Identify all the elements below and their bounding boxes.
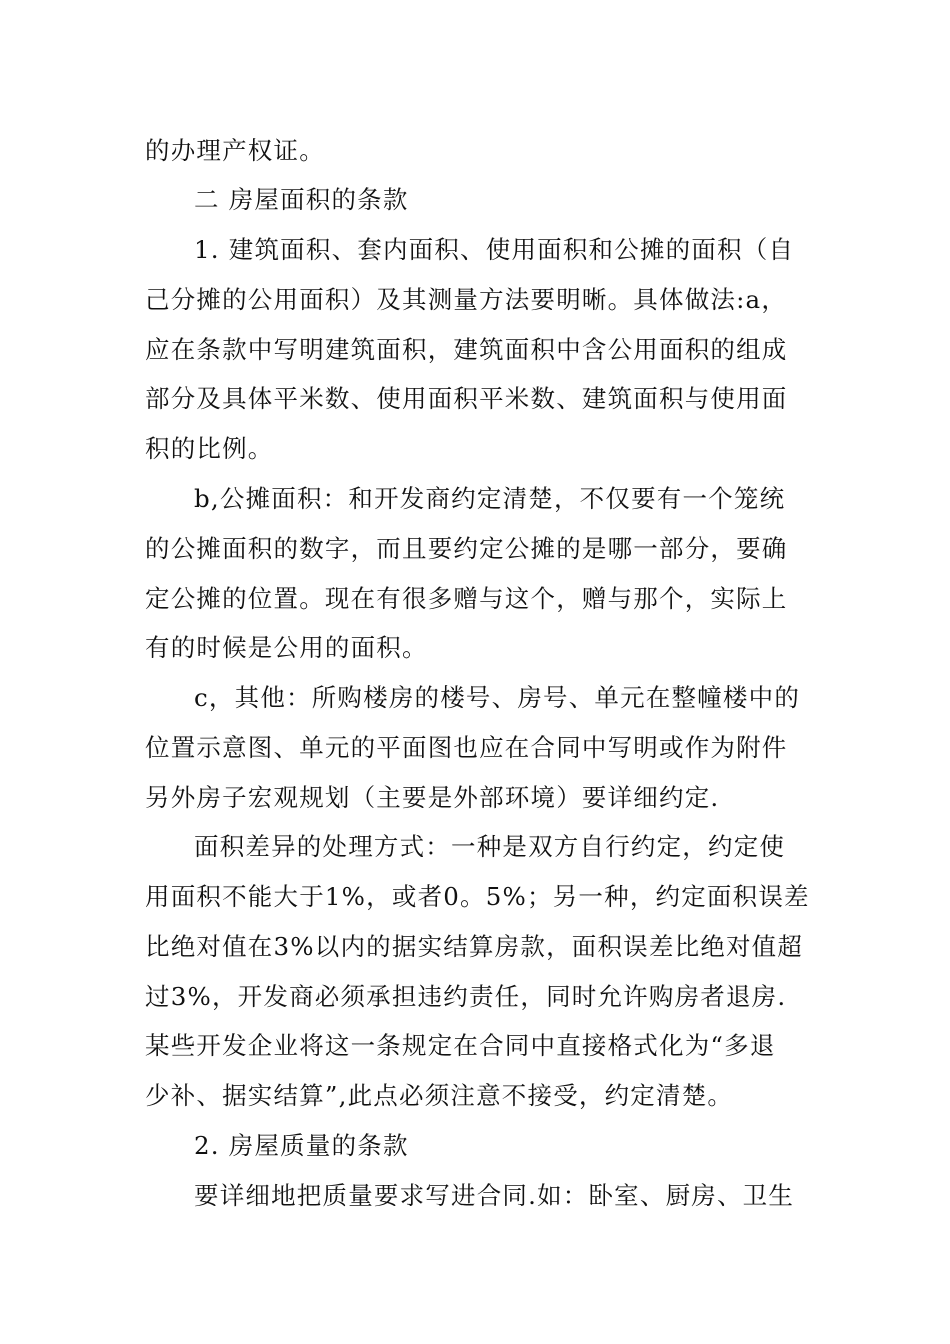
text-line: 另外房子宏观规划（主要是外部环境）要详细约定. [145,783,720,812]
text-line: 有的时候是公用的面积。 [145,633,428,662]
section-heading: 2. 房屋质量的条款 [194,1131,409,1160]
text-line: 位置示意图、单元的平面图也应在合同中写明或作为附件 [145,733,788,762]
text-line: 面积差异的处理方式：一种是双方自行约定，约定使 [194,832,786,861]
text-line: 应在条款中写明建筑面积，建筑面积中含公用面积的组成 [145,335,788,364]
section-heading: 二 房屋面积的条款 [194,185,409,214]
text-line: 要详细地把质量要求写进合同.如：卧室、厨房、卫生 [194,1181,795,1210]
text-line: c，其他：所购楼房的楼号、房号、单元在整幢楼中的 [194,683,801,712]
text-line: 少补、据实结算”,此点必须注意不接受，约定清楚。 [145,1081,734,1110]
text-line: 积的比例。 [145,434,274,463]
text-line: 己分摊的公用面积）及其测量方法要明晰。具体做法:a， [145,285,788,314]
text-line: 1. 建筑面积、套内面积、使用面积和公摊的面积（自 [194,235,795,264]
text-line: 部分及具体平米数、使用面积平米数、建筑面积与使用面 [145,384,788,413]
text-line: b,公摊面积：和开发商约定清楚，不仅要有一个笼统 [194,484,786,513]
text-line: 的公摊面积的数字，而且要约定公摊的是哪一部分，要确 [145,534,788,563]
text-line: 用面积不能大于1%，或者0。5%；另一种，约定面积误差 [145,882,810,911]
text-line: 比绝对值在3%以内的据实结算房款，面积误差比绝对值超 [145,932,804,961]
text-line: 过3%，开发商必须承担违约责任，同时允许购房者退房. [145,982,787,1011]
text-line: 的办理产权证。 [145,136,325,165]
text-line: 定公摊的位置。现在有很多赠与这个，赠与那个，实际上 [145,584,788,613]
text-line: 某些开发企业将这一条规定在合同中直接格式化为“多退 [145,1031,776,1060]
